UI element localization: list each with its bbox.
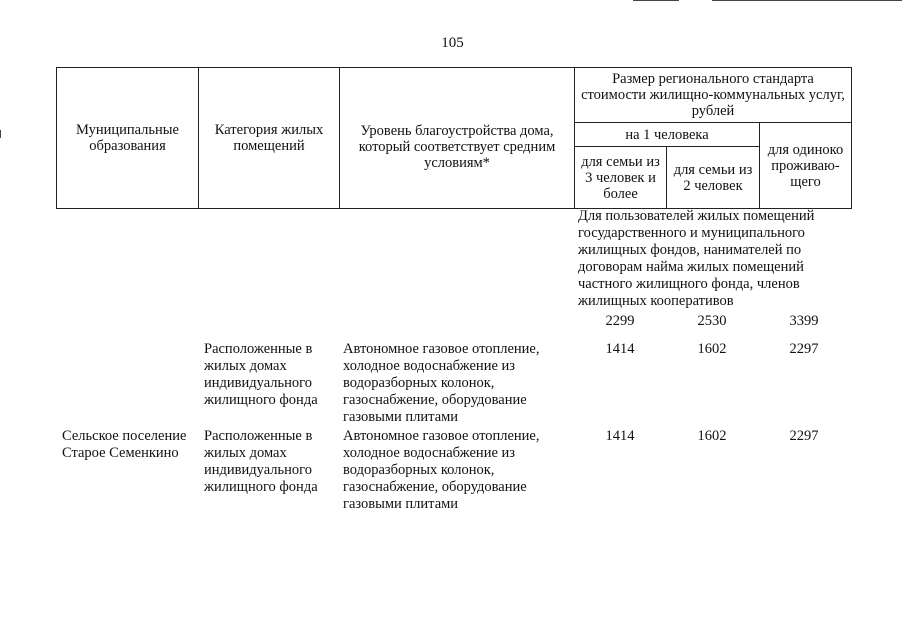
scan-mark-top-right: [633, 0, 679, 1]
intro-text: Для пользователей жилых помещений государственного и муниципального жилищных фондов, нанимателей по договорам найма жилых помещений частного жилищного фонда, членов жилищных кооперативов: [578, 208, 815, 309]
row-level: Автономное газовое отопление, холодное водоснабжение из водоразборных колонок, газоснабжение, оборудование газовыми плитами: [343, 341, 540, 425]
row-family-2: 1602: [697, 341, 727, 357]
header-category: Категория жилых помещений: [199, 68, 340, 209]
scan-mark-left: [0, 130, 1, 138]
scan-mark-top-right-2: [712, 0, 902, 1]
header-level: Уровень благоустройства дома, который соответствует средним условиям*: [340, 68, 575, 209]
row-single: 2297: [789, 428, 819, 444]
row-category: Расположенные в жилых домах индивидуального жилищного фонда: [204, 341, 318, 408]
header-municipality: Муниципальные образования: [57, 68, 199, 209]
header-family-3: для семьи из 3 человек и более: [575, 147, 667, 209]
header-table: [56, 67, 852, 209]
row-family-3: 1414: [605, 341, 635, 357]
row-level: Автономное газовое отопление, холодное водоснабжение из водоразборных колонок, газоснабжение, оборудование газовыми плитами: [343, 428, 540, 512]
intro-family-3: 2299: [605, 313, 635, 329]
row-single: 2297: [789, 341, 819, 357]
row-family-3: 1414: [605, 428, 635, 444]
row-category: Расположенные в жилых домах индивидуального жилищного фонда: [204, 428, 318, 495]
row-family-2: 1602: [697, 428, 727, 444]
header-single: для одиноко проживаю-щего: [760, 123, 852, 209]
intro-single: 3399: [789, 313, 819, 329]
header-standard: Размер регионального стандарта стоимости жилищно-коммунальных услуг, рублей: [575, 68, 852, 123]
header-family-2: для семьи из 2 человек: [667, 147, 760, 209]
header-per-person: на 1 человека: [575, 123, 760, 147]
page-number: 105: [441, 35, 464, 51]
row-municipality: Сельское поселение Старое Семенкино: [62, 428, 187, 461]
intro-family-2: 2530: [697, 313, 727, 329]
